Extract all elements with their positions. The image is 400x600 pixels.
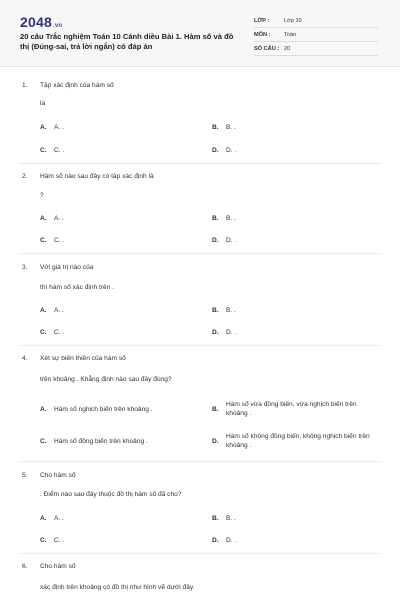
- option-letter: B.: [212, 515, 219, 522]
- question-number: 2.: [22, 173, 28, 180]
- question-number: 1.: [22, 82, 28, 89]
- option-text: B. .: [226, 515, 236, 522]
- option-letter: B.: [212, 124, 219, 131]
- question-text: trên khoảng . Khẳng định nào sau đây đúng?: [40, 376, 172, 383]
- logo-suffix: .vn: [52, 23, 63, 29]
- meta-row-grade: [254, 17, 378, 28]
- option-letter: B.: [212, 406, 219, 413]
- option-text: Hàm số vừa đồng biến, vừa nghịch biến trên khoảng .: [226, 401, 357, 417]
- site-logo[interactable]: [20, 14, 62, 30]
- meta-row-count: [254, 45, 378, 56]
- question-number: 5.: [22, 472, 28, 479]
- question-text: thì hàm số xác định trên .: [40, 284, 115, 291]
- option-letter: C.: [40, 147, 47, 154]
- option-letter: C.: [40, 329, 47, 336]
- question-text: . Điểm nào sau đây thuộc đồ thị hàm số đã cho?: [40, 491, 182, 498]
- question-text: Với giá trị nào của: [40, 264, 94, 271]
- option-text: A. .: [54, 215, 64, 222]
- question-text: xác định trên khoảng có đồ thị như hình vẽ dưới đây.: [40, 584, 195, 591]
- question-text: là: [40, 100, 46, 107]
- meta-row-subject: [254, 31, 378, 42]
- question-text: Cho hàm số: [40, 472, 76, 479]
- meta-value: 20: [284, 46, 291, 52]
- question-text: Cho hàm số: [40, 563, 76, 570]
- question-text: Tập xác định của hàm số: [40, 82, 114, 89]
- meta-key: LỚP :: [254, 18, 270, 24]
- option-letter: C.: [40, 537, 47, 544]
- option-letter: C.: [40, 438, 47, 445]
- option-text: Hàm số không đồng biến, không nghịch biến trên khoảng .: [226, 433, 370, 449]
- meta-value: Toán: [284, 32, 297, 38]
- question-text: Xét sự biến thiên của hàm số: [40, 355, 126, 362]
- meta-key: SỐ CÂU :: [254, 46, 280, 52]
- option-letter: D.: [212, 329, 219, 336]
- document-title: 20 câu Trắc nghiệm Toán 10 Cánh diều Bài 1. Hàm số và đồ thị (Đúng-sai, trả lời ngắn) có đáp án: [20, 32, 234, 51]
- question-text: Hàm số nào sau đây có tập xác định là: [40, 173, 154, 180]
- option-letter: A.: [40, 515, 47, 522]
- option-text: C. .: [54, 147, 65, 154]
- question-divider: [18, 553, 382, 554]
- option-text: Hàm số nghịch biến trên khoảng .: [54, 406, 153, 413]
- question-text: ?: [40, 192, 44, 199]
- question-divider: [18, 163, 382, 164]
- question-divider: [18, 461, 382, 462]
- option-text: Hàm số đồng biến trên khoảng .: [54, 438, 148, 445]
- option-text: C. .: [54, 329, 65, 336]
- option-text: C. .: [54, 237, 65, 244]
- meta-value: Lớp 10: [284, 18, 302, 24]
- question-number: 6.: [22, 563, 28, 570]
- option-letter: B.: [212, 307, 219, 314]
- option-letter: A.: [40, 215, 47, 222]
- option-text: A. .: [54, 124, 64, 131]
- option-letter: C.: [40, 237, 47, 244]
- option-text: B. .: [226, 307, 236, 314]
- option-letter: D.: [212, 537, 219, 544]
- option-letter: A.: [40, 406, 47, 413]
- option-letter: D.: [212, 438, 219, 445]
- option-text: D. .: [226, 147, 237, 154]
- logo-text: 2048: [20, 14, 52, 30]
- meta-key: MÔN :: [254, 32, 271, 38]
- question-number: 4.: [22, 355, 28, 362]
- option-letter: D.: [212, 147, 219, 154]
- option-text: A. .: [54, 307, 64, 314]
- question-number: 3.: [22, 264, 28, 271]
- option-text: B. .: [226, 124, 236, 131]
- option-text: D. .: [226, 537, 237, 544]
- option-text: C. .: [54, 537, 65, 544]
- option-text: A. .: [54, 515, 64, 522]
- option-text: B. .: [226, 215, 236, 222]
- option-letter: A.: [40, 307, 47, 314]
- option-text: D. .: [226, 237, 237, 244]
- page-header: [0, 0, 400, 67]
- option-text: D. .: [226, 329, 237, 336]
- option-letter: B.: [212, 215, 219, 222]
- question-divider: [18, 345, 382, 346]
- option-letter: A.: [40, 124, 47, 131]
- question-divider: [18, 253, 382, 254]
- option-letter: D.: [212, 237, 219, 244]
